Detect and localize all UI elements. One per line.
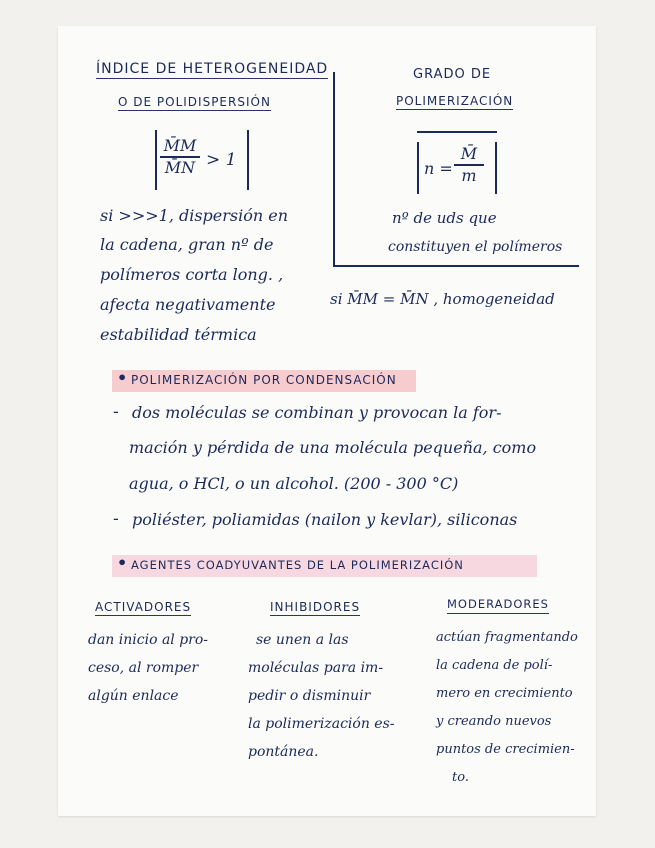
condensation-text-line: mación y pérdida de una molécula pequeña, como [129, 438, 537, 457]
condensation-dash: - [113, 402, 119, 422]
activators-line: dan inicio al pro- [88, 632, 209, 648]
inhibitors-line: moléculas para im- [248, 660, 384, 676]
moderators-line: puntos de crecimien- [436, 742, 575, 757]
pdi-note-line: polímeros corta long. , [100, 265, 284, 284]
dp-fraction [454, 146, 484, 184]
heading-polydispersion: O DE POLIDISPERSIÓN [118, 95, 271, 109]
condensation-text-line: agua, o HCl, o un alcohol. (200 - 300 °C) [129, 474, 459, 493]
moderators-line: actúan fragmentando [436, 630, 578, 645]
heading-degree: GRADO DE [413, 67, 492, 82]
inhibitors-line: pontánea. [248, 744, 319, 760]
condensation-bullet: • [117, 368, 128, 387]
dp-note-line: constituyen el polímeros [388, 239, 563, 255]
heading-heterogeneity-index: ÍNDICE DE HETEROGENEIDAD [96, 61, 329, 77]
heading-activators: ACTIVADORES [95, 600, 192, 614]
pdi-note-line: si >>>1, dispersión en [100, 206, 289, 225]
pdi-relation: > 1 [206, 150, 237, 170]
homogeneity-note: si M̄M = M̄N , homogeneidad [330, 290, 555, 308]
column-divider [333, 72, 335, 267]
agents-bullet: • [117, 553, 128, 572]
pdi-note-line: la cadena, gran nº de [100, 235, 274, 254]
heading-inhibitors: INHIBIDORES [270, 600, 361, 614]
pdi-note-line: afecta negativamente [100, 295, 276, 314]
pdi-denominator: M̄N [164, 157, 196, 177]
section-divider [333, 265, 579, 267]
condensation-text-line: dos moléculas se combinan y provocan la for- [132, 403, 502, 422]
dp-lhs: n = [424, 159, 453, 178]
moderators-line: to. [452, 770, 469, 785]
pdi-note-line: estabilidad térmica [100, 325, 257, 344]
heading-moderators: MODERADORES [447, 599, 549, 614]
inhibitors-line: pedir o disminuir [248, 688, 371, 704]
pdi-numerator: M̄M [163, 136, 197, 155]
moderators-line: y creando nuevos [436, 714, 552, 729]
dp-denominator: m [461, 165, 477, 185]
condensation-text-line: poliéster, poliamidas (nailon y kevlar), siliconas [132, 510, 518, 529]
activators-line: ceso, al romper [88, 660, 199, 676]
activators-line: algún enlace [88, 688, 179, 704]
condensation-dash: - [113, 509, 119, 529]
inhibitors-line: la polimerización es- [248, 716, 395, 732]
moderators-line: la cadena de polí- [436, 658, 553, 673]
inhibitors-line: se unen a las [256, 632, 349, 648]
agents-title: AGENTES COADYUVANTES DE LA POLIMERIZACIÓN [131, 558, 464, 572]
pdi-fraction [160, 138, 200, 176]
heading-polymerization: POLIMERIZACIÓN [396, 94, 514, 108]
dp-note-line: nº de uds que [392, 209, 497, 227]
moderators-line: mero en crecimiento [436, 686, 573, 701]
dp-numerator: M̄ [460, 144, 478, 163]
dp-box-top-line [417, 131, 497, 133]
condensation-title: POLIMERIZACIÓN POR CONDENSACIÓN [131, 373, 397, 387]
